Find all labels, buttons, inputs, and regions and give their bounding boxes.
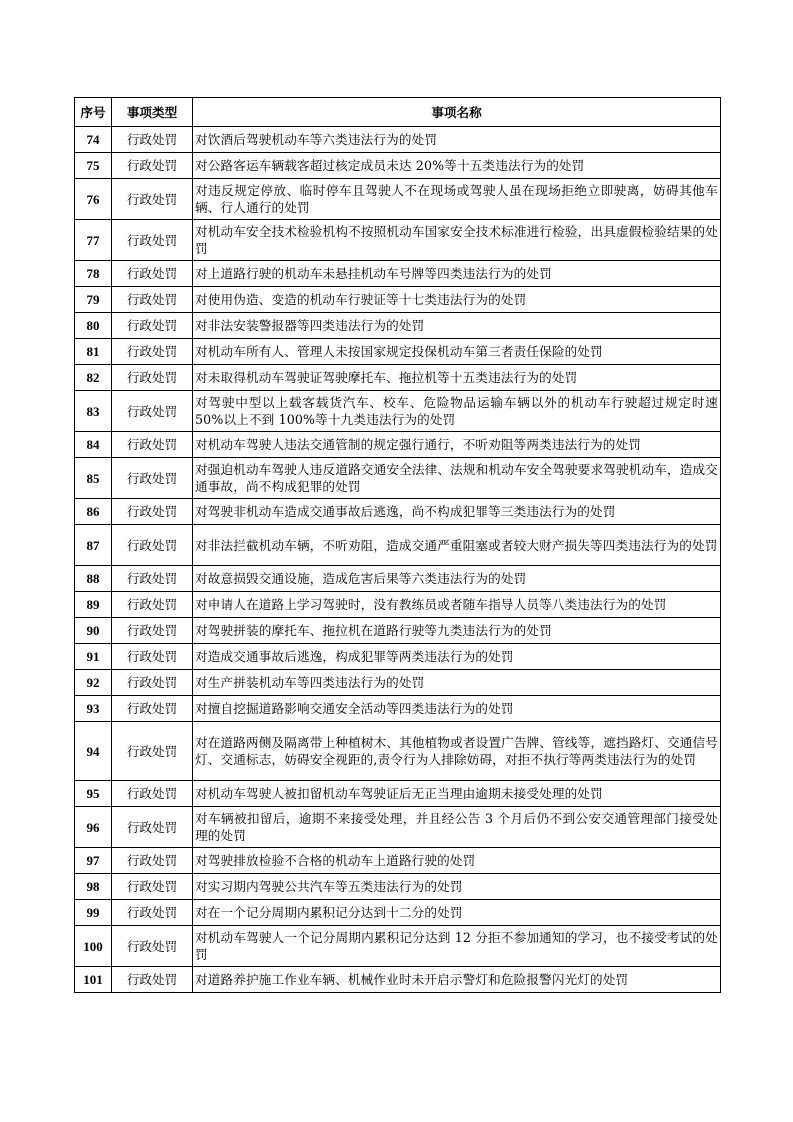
row-matter-type: 行政处罚 xyxy=(112,696,193,722)
table-row xyxy=(75,313,721,339)
table-header-row xyxy=(75,98,721,127)
row-matter-type: 行政处罚 xyxy=(112,313,193,339)
row-matter-type: 行政处罚 xyxy=(112,391,193,432)
row-serial-number: 81 xyxy=(75,339,112,365)
row-serial-number: 91 xyxy=(75,644,112,670)
table-row xyxy=(75,179,721,220)
row-matter-type: 行政处罚 xyxy=(112,618,193,644)
row-matter-name: 对实习期内驾驶公共汽车等五类违法行为的处罚 xyxy=(193,874,721,900)
row-serial-number: 89 xyxy=(75,592,112,618)
row-matter-type: 行政处罚 xyxy=(112,153,193,179)
row-matter-name: 对驾驶排放检验不合格的机动车上道路行驶的处罚 xyxy=(193,848,721,874)
row-serial-number: 83 xyxy=(75,391,112,432)
header-matter-name: 事项名称 xyxy=(193,98,721,127)
row-matter-name: 对道路养护施工作业车辆、机械作业时未开启示警灯和危险报警闪光灯的处罚 xyxy=(193,967,721,993)
table-row xyxy=(75,153,721,179)
row-serial-number: 90 xyxy=(75,618,112,644)
row-matter-type: 行政处罚 xyxy=(112,339,193,365)
row-matter-name: 对机动车安全技术检验机构不按照机动车国家安全技术标准进行检验，出具虚假检验结果的处罚 xyxy=(193,220,721,261)
row-serial-number: 82 xyxy=(75,365,112,391)
row-matter-type: 行政处罚 xyxy=(112,722,193,781)
table-row xyxy=(75,900,721,926)
row-serial-number: 94 xyxy=(75,722,112,781)
table-row xyxy=(75,926,721,967)
table-row xyxy=(75,696,721,722)
matters-table-container xyxy=(74,97,720,993)
table-row xyxy=(75,592,721,618)
row-serial-number: 92 xyxy=(75,670,112,696)
row-serial-number: 76 xyxy=(75,179,112,220)
row-serial-number: 98 xyxy=(75,874,112,900)
header-serial-number: 序号 xyxy=(75,98,112,127)
row-matter-name: 对驾驶拼装的摩托车、拖拉机在道路行驶等九类违法行为的处罚 xyxy=(193,618,721,644)
table-row xyxy=(75,525,721,566)
row-matter-name: 对强迫机动车驾驶人违反道路交通安全法律、法规和机动车安全驾驶要求驾驶机动车，造成交通事故，尚不构成犯罪的处罚 xyxy=(193,458,721,499)
row-serial-number: 86 xyxy=(75,499,112,525)
table-row xyxy=(75,339,721,365)
row-matter-type: 行政处罚 xyxy=(112,127,193,153)
row-matter-name: 对驾驶中型以上载客载货汽车、校车、危险物品运输车辆以外的机动车行驶超过规定时速 50%以上不到 100%等十九类违法行为的处罚 xyxy=(193,391,721,432)
row-matter-type: 行政处罚 xyxy=(112,592,193,618)
row-matter-type: 行政处罚 xyxy=(112,525,193,566)
table-row xyxy=(75,670,721,696)
table-row xyxy=(75,644,721,670)
row-serial-number: 79 xyxy=(75,287,112,313)
table-row xyxy=(75,499,721,525)
row-matter-type: 行政处罚 xyxy=(112,179,193,220)
row-matter-name: 对生产拼装机动车等四类违法行为的处罚 xyxy=(193,670,721,696)
row-serial-number: 74 xyxy=(75,127,112,153)
row-matter-type: 行政处罚 xyxy=(112,644,193,670)
table-row xyxy=(75,618,721,644)
row-matter-name: 对非法安装警报器等四类违法行为的处罚 xyxy=(193,313,721,339)
row-matter-type: 行政处罚 xyxy=(112,670,193,696)
row-matter-name: 对机动车驾驶人违法交通管制的规定强行通行，不听劝阻等两类违法行为的处罚 xyxy=(193,432,721,458)
row-matter-type: 行政处罚 xyxy=(112,874,193,900)
row-matter-name: 对违反规定停放、临时停车且驾驶人不在现场或驾驶人虽在现场拒绝立即驶离，妨碍其他车辆、行人通行的处罚 xyxy=(193,179,721,220)
table-row xyxy=(75,127,721,153)
row-serial-number: 96 xyxy=(75,807,112,848)
row-matter-type: 行政处罚 xyxy=(112,900,193,926)
table-row xyxy=(75,807,721,848)
table-row xyxy=(75,458,721,499)
row-matter-name: 对驾驶非机动车造成交通事故后逃逸，尚不构成犯罪等三类违法行为的处罚 xyxy=(193,499,721,525)
row-serial-number: 87 xyxy=(75,525,112,566)
row-serial-number: 100 xyxy=(75,926,112,967)
row-matter-type: 行政处罚 xyxy=(112,365,193,391)
row-matter-type: 行政处罚 xyxy=(112,432,193,458)
row-matter-name: 对在道路两侧及隔离带上种植树木、其他植物或者设置广告牌、管线等，遮挡路灯、交通信号灯、交通标志，妨碍安全视距的,责令行为人排除妨碍，对拒不执行等两类违法行为的处罚 xyxy=(193,722,721,781)
row-serial-number: 78 xyxy=(75,261,112,287)
row-matter-type: 行政处罚 xyxy=(112,499,193,525)
table-row xyxy=(75,220,721,261)
row-serial-number: 97 xyxy=(75,848,112,874)
row-matter-name: 对车辆被扣留后，逾期不来接受处理，并且经公告 3 个月后仍不到公安交通管理部门接受处理的处罚 xyxy=(193,807,721,848)
row-matter-type: 行政处罚 xyxy=(112,807,193,848)
row-matter-type: 行政处罚 xyxy=(112,848,193,874)
row-serial-number: 75 xyxy=(75,153,112,179)
table-row xyxy=(75,874,721,900)
row-serial-number: 99 xyxy=(75,900,112,926)
row-matter-type: 行政处罚 xyxy=(112,781,193,807)
row-matter-type: 行政处罚 xyxy=(112,261,193,287)
table-row xyxy=(75,261,721,287)
row-serial-number: 95 xyxy=(75,781,112,807)
row-matter-name: 对故意损毁交通设施，造成危害后果等六类违法行为的处罚 xyxy=(193,566,721,592)
matters-table xyxy=(74,97,721,993)
row-serial-number: 101 xyxy=(75,967,112,993)
row-matter-name: 对非法拦截机动车辆，不听劝阻，造成交通严重阻塞或者较大财产损失等四类违法行为的处罚 xyxy=(193,525,721,566)
row-matter-name: 对上道路行驶的机动车未悬挂机动车号牌等四类违法行为的处罚 xyxy=(193,261,721,287)
row-serial-number: 84 xyxy=(75,432,112,458)
row-serial-number: 77 xyxy=(75,220,112,261)
row-matter-type: 行政处罚 xyxy=(112,287,193,313)
row-matter-name: 对申请人在道路上学习驾驶时，没有教练员或者随车指导人员等八类违法行为的处罚 xyxy=(193,592,721,618)
row-matter-name: 对机动车驾驶人被扣留机动车驾驶证后无正当理由逾期未接受处理的处罚 xyxy=(193,781,721,807)
row-matter-name: 对未取得机动车驾驶证驾驶摩托车、拖拉机等十五类违法行为的处罚 xyxy=(193,365,721,391)
table-row xyxy=(75,391,721,432)
table-row xyxy=(75,781,721,807)
row-matter-name: 对在一个记分周期内累积记分达到十二分的处罚 xyxy=(193,900,721,926)
row-matter-name: 对机动车驾驶人一个记分周期内累积记分达到 12 分拒不参加通知的学习，也不接受考试的处罚 xyxy=(193,926,721,967)
row-serial-number: 85 xyxy=(75,458,112,499)
table-row xyxy=(75,432,721,458)
table-row xyxy=(75,566,721,592)
row-matter-type: 行政处罚 xyxy=(112,926,193,967)
row-matter-name: 对公路客运车辆载客超过核定成员未达 20%等十五类违法行为的处罚 xyxy=(193,153,721,179)
table-row xyxy=(75,722,721,781)
row-matter-type: 行政处罚 xyxy=(112,220,193,261)
row-matter-name: 对饮酒后驾驶机动车等六类违法行为的处罚 xyxy=(193,127,721,153)
row-matter-name: 对造成交通事故后逃逸，构成犯罪等两类违法行为的处罚 xyxy=(193,644,721,670)
table-row xyxy=(75,967,721,993)
table-row xyxy=(75,287,721,313)
row-matter-type: 行政处罚 xyxy=(112,967,193,993)
table-row xyxy=(75,848,721,874)
row-serial-number: 93 xyxy=(75,696,112,722)
row-matter-name: 对擅自挖掘道路影响交通安全活动等四类违法行为的处罚 xyxy=(193,696,721,722)
row-matter-type: 行政处罚 xyxy=(112,566,193,592)
table-row xyxy=(75,365,721,391)
row-matter-name: 对机动车所有人、管理人未按国家规定投保机动车第三者责任保险的处罚 xyxy=(193,339,721,365)
row-serial-number: 88 xyxy=(75,566,112,592)
header-matter-type: 事项类型 xyxy=(112,98,193,127)
row-matter-name: 对使用伪造、变造的机动车行驶证等十七类违法行为的处罚 xyxy=(193,287,721,313)
row-matter-type: 行政处罚 xyxy=(112,458,193,499)
row-serial-number: 80 xyxy=(75,313,112,339)
